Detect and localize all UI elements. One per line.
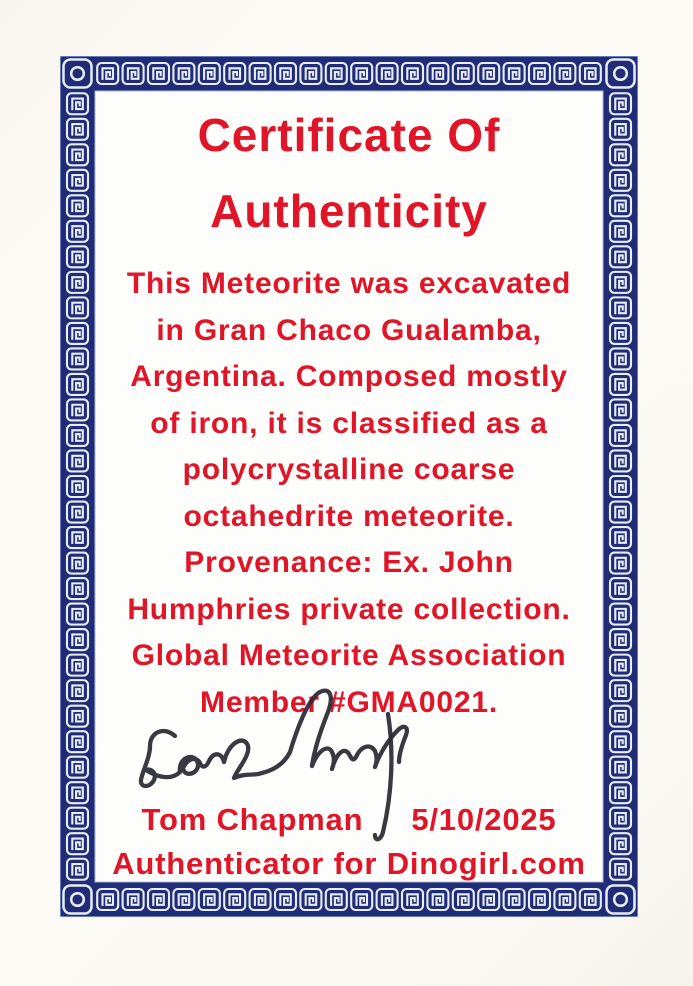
body-line: Member #GMA0021. [200, 685, 498, 719]
handwritten-signature [138, 688, 468, 848]
body-line: in Gran Chaco Gualamba, [156, 313, 542, 347]
certificate-title [95, 97, 603, 249]
title-line-2: Authenticity [210, 185, 488, 237]
certificate [60, 56, 638, 917]
body-line: Argentina. Composed mostly [130, 360, 568, 393]
body-line: Global Meteorite Association [131, 639, 567, 672]
body-line: Provenance: Ex. John [184, 546, 514, 579]
body-line: Humphries private collection. [127, 592, 571, 626]
body-line: polycrystalline coarse [182, 453, 516, 486]
certificate-date: 5/10/2025 [411, 802, 557, 837]
body-line: of iron, it is classified as a [150, 406, 548, 440]
body-line: octahedrite meteorite. [183, 499, 515, 533]
authenticator-line: Authenticator for Dinogirl.com [112, 846, 586, 881]
title-line-1: Certificate Of [197, 109, 501, 161]
certificate-body [95, 261, 603, 726]
body-line: This Meteorite was excavated [126, 267, 572, 300]
signer-name: Tom Chapman [141, 802, 364, 837]
